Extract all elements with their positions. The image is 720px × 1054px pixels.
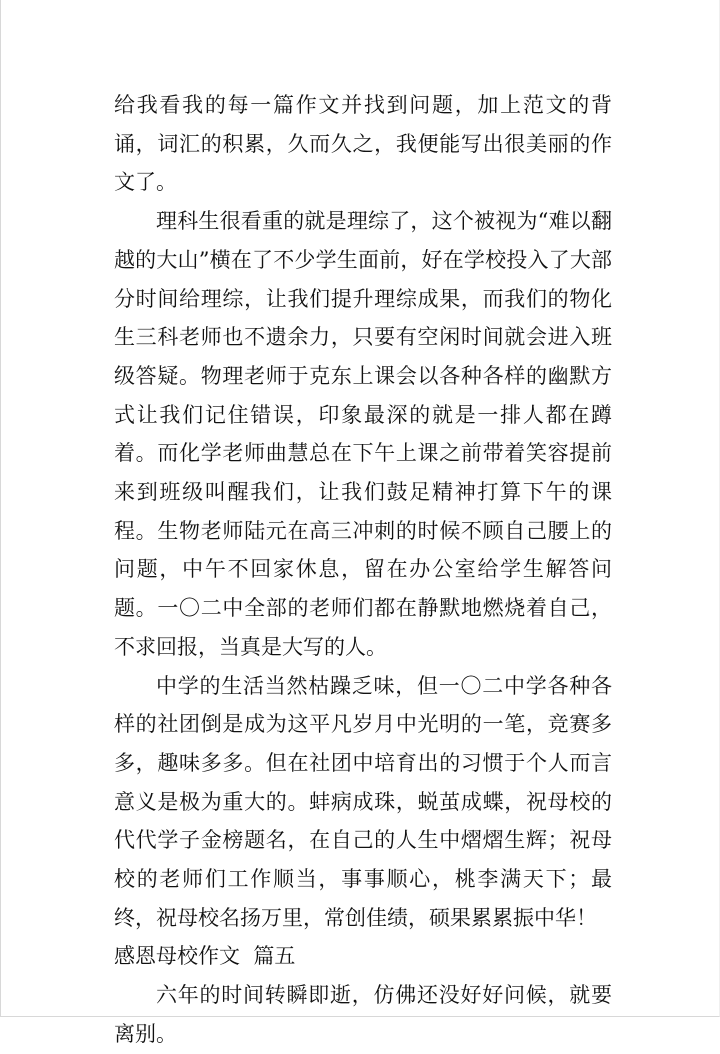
paragraph-continuation: 给我看我的每一篇作文并找到问题，加上范文的背诵，词汇的积累，久而久之，我便能写出很美丽的作文了。 xyxy=(114,93,612,195)
paragraph-school-clubs: 中学的生活当然枯躁乏味，但一〇二中学各种各样的社团倒是成为这平凡岁月中光明的一笔，竞赛多多，趣味多多。但在社团中培育出的习惯于个人而言意义是极为重大的。蚌病成珠，蜕茧成蝶，祝母校的代代学子金榜题名，在自己的人生中熠熠生辉；祝母校的老师们工作顺当，事事顺心，桃李满天下；最终，祝母校名扬万里，常创佳绩，硕果累累振中华！ xyxy=(114,673,612,930)
paragraph-science-teachers: 理科生很看重的就是理综了，这个被视为“难以翻越的大山”横在了不少学生面前，好在学校投入了大部分时间给理综，让我们提升理综成果，而我们的物化生三科老师也不遗余力，只要有空闲时间就会进入班级答疑。物理老师于克东上课会以各种各样的幽默方式让我们记住错误，印象最深的就是一排人都在蹲着。而化学老师曲慧总在下午上课之前带着笑容提前来到班级叫醒我们，让我们鼓足精神打算下午的课程。生物老师陆元在高三冲刺的时候不顾自己腰上的问题，中午不回家休息，留在办公室给学生解答问题。一〇二中全部的老师们都在静默地燃烧着自己，不求回报，当真是大写的人。 xyxy=(114,209,612,659)
section-heading: 感恩母校作文 篇五 xyxy=(114,944,296,969)
paragraph-section-five-opening: 六年的时间转瞬即逝，仿佛还没好好问候，就要离别。 xyxy=(114,983,612,1046)
document-body xyxy=(114,86,612,1054)
